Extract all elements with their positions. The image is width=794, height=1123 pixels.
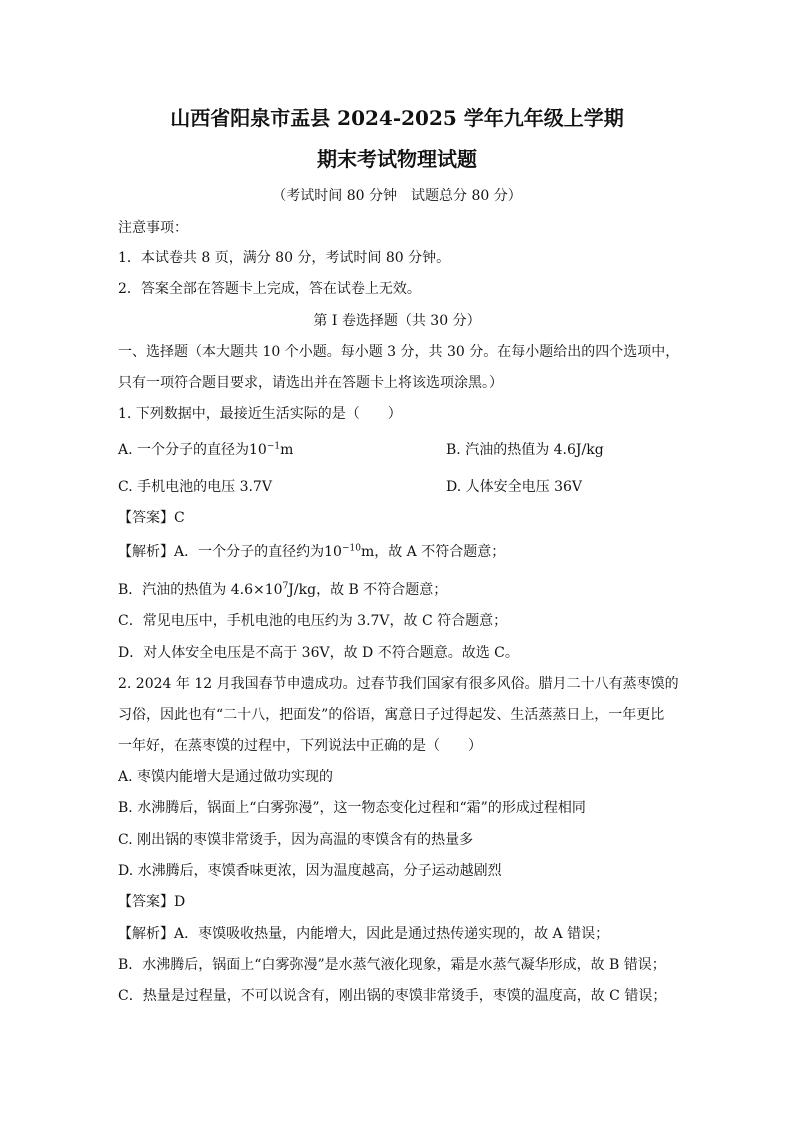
q1-option-a-unit: m xyxy=(280,442,294,458)
section-intro-line2: 只有一项符合题目要求，请选出并在答题卡上将该选项涂黑。） xyxy=(118,375,503,391)
q1-option-a-base: 10 xyxy=(249,442,267,458)
q2-answer: 【答案】D xyxy=(118,894,186,910)
q2-stem-line3: 一年好，在蒸枣馍的过程中，下列说法中正确的是（ ） xyxy=(118,738,482,754)
q2-stem-line1: 2. 2024 年 12 月我国春节申遗成功。过春节我们国家有很多风俗。腊月二十八有蒸枣馍的 xyxy=(118,676,679,692)
q2-stem-line2: 习俗，因此也有“二十八，把面发”的俗语，寓意日子过得起发、生活蒸蒸日上，一年更比 xyxy=(118,707,665,723)
q1-explanation-d: D．对人体安全电压是不高于 36V，故 D 不符合题意。故选 C。 xyxy=(118,645,519,661)
q1-explanation-b-text: B．汽油的热值为 4.6×10 xyxy=(118,582,283,598)
q2-explanation-c: C．热量是过程量，不可以说含有，刚出锅的枣馍非常烫手，枣馍的温度高，故 C 错误； xyxy=(118,988,667,1004)
q1-explanation-b xyxy=(118,580,447,600)
q1-option-b: B. 汽油的热值为 4.6J/kg xyxy=(446,442,604,458)
exam-subtitle: （考试时间 80 分钟 试题总分 80 分） xyxy=(272,188,522,204)
exam-title-line2: 期末考试物理试题 xyxy=(317,147,477,171)
q1-explanation-b-suffix: J/kg，故 B 不符合题意； xyxy=(288,582,448,598)
q2-option-a: A. 枣馍内能增大是通过做功实现的 xyxy=(118,769,334,785)
notes-item-1: 1．本试卷共 8 页，满分 80 分，考试时间 80 分钟。 xyxy=(118,250,451,266)
exam-title-line1: 山西省阳泉市盂县 2024-2025 学年九年级上学期 xyxy=(170,106,624,130)
notes-item-2: 2．答案全部在答题卡上完成，答在试卷上无效。 xyxy=(118,281,421,297)
q1-explanation-a-text: 【解析】A．一个分子的直径约为 xyxy=(118,544,325,560)
notes-heading: 注意事项： xyxy=(118,220,188,236)
q1-option-a xyxy=(118,440,293,460)
q1-option-a-exponent: −1 xyxy=(266,441,281,452)
q1-explanation-a xyxy=(118,542,505,562)
section-intro-line1: 一、选择题（本大题共 10 个小题。每小题 3 分，共 30 分。在每小题给出的四个选项中， xyxy=(118,344,680,360)
q1-explanation-a-exponent: −10 xyxy=(341,543,361,554)
q1-explanation-c: C．常见电压中，手机电池的电压约为 3.7V，故 C 符合题意； xyxy=(118,613,508,629)
q1-option-c: C. 手机电池的电压 3.7V xyxy=(118,479,272,495)
q1-explanation-a-suffix: ，故 A 不符合题意； xyxy=(374,544,506,560)
q2-explanation-a: 【解析】A．枣馍吸收热量，内能增大，因此是通过热传递实现的，故 A 错误； xyxy=(118,926,610,942)
q1-explanation-a-unit: m xyxy=(360,544,375,560)
section-title: 第 I 卷选择题（共 30 分） xyxy=(313,313,481,329)
q2-explanation-b: B．水沸腾后，锅面上“白雾弥漫”是水蒸气液化现象，霜是水蒸气凝华形成，故 B 错误； xyxy=(118,957,666,973)
q1-answer: 【答案】C xyxy=(118,510,185,526)
q1-option-a-text: A. 一个分子的直径为 xyxy=(118,442,250,458)
q2-option-b: B. 水沸腾后，锅面上“白雾弥漫”，这一物态变化过程和“霜”的形成过程相同 xyxy=(118,800,586,816)
q2-option-c: C. 刚出锅的枣馍非常烫手，因为高温的枣馍含有的热量多 xyxy=(118,832,474,848)
q1-stem: 1. 下列数据中，最接近生活实际的是（ ） xyxy=(118,406,402,422)
q1-option-d: D. 人体安全电压 36V xyxy=(446,479,583,495)
q1-explanation-b-exponent: 7 xyxy=(282,581,289,592)
q2-option-d: D. 水沸腾后，枣馍香味更浓，因为温度越高，分子运动越剧烈 xyxy=(118,863,502,879)
q1-explanation-a-base: 10 xyxy=(324,544,342,560)
